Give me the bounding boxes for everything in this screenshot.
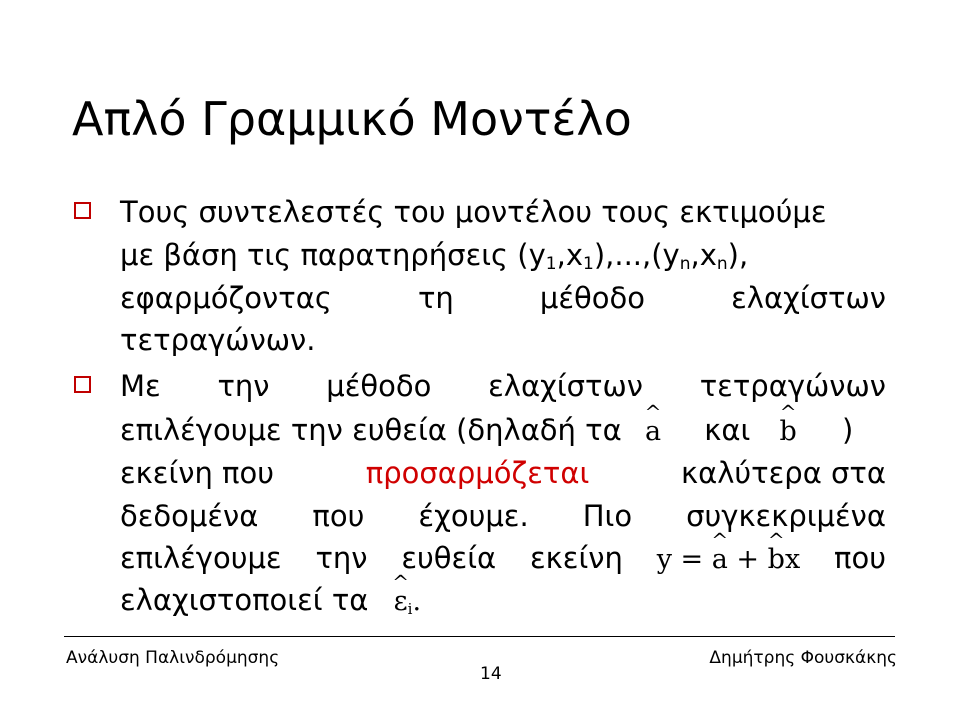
eq-b-hat: ^ b xyxy=(768,540,785,580)
text: εκείνη που xyxy=(120,456,275,490)
eq-part: x xyxy=(784,544,801,575)
word: συγκεκριμένα xyxy=(686,499,886,533)
word: ευθεία xyxy=(401,541,497,575)
text: επιλέγουμε την ευθεία (δηλαδή τα xyxy=(120,413,622,447)
subscript: i xyxy=(407,600,413,618)
bullet2-line5 xyxy=(120,538,886,578)
word: μέθοδο xyxy=(326,369,432,403)
slide-title: Απλό Γραμμικό Μοντέλο xyxy=(72,92,632,146)
page-number: 14 xyxy=(480,664,502,684)
bullet-checkbox-icon xyxy=(74,376,91,393)
eq-part: + xyxy=(727,544,768,575)
subscript: n xyxy=(679,254,691,274)
eq-part: y = xyxy=(656,544,712,575)
word: εκείνη xyxy=(530,541,623,575)
word: Με xyxy=(120,369,161,403)
bullet2-line1 xyxy=(120,366,886,406)
text: καλύτερα στα xyxy=(681,456,886,490)
text: ),...,(y xyxy=(593,238,680,272)
text: ελαχιστοποιεί τα xyxy=(120,583,369,617)
bullet1-line3 xyxy=(120,278,886,318)
b-hat-symbol: ^ b xyxy=(780,412,797,452)
footer-author: Δημήτρης Φουσκάκης xyxy=(709,648,897,668)
word: έχουμε. xyxy=(418,499,529,533)
eq-a-hat: ^ a xyxy=(712,540,728,580)
bullet2-line6 xyxy=(120,580,886,620)
a-hat-symbol: ^ a xyxy=(645,412,661,452)
word: επιλέγουμε xyxy=(120,541,282,575)
bullet2-line2 xyxy=(120,410,886,450)
highlighted-word: προσαρμόζεται xyxy=(365,456,590,490)
word: δεδομένα xyxy=(120,499,259,533)
eps-hat: ^ ε xyxy=(394,582,408,622)
footer-divider xyxy=(64,636,895,637)
bullet2-line3 xyxy=(120,453,886,493)
text: ,x xyxy=(556,238,583,272)
bullet-checkbox-icon xyxy=(74,202,91,219)
word: που xyxy=(312,499,365,533)
epsilon-hat-symbol xyxy=(394,582,421,622)
text: ,x xyxy=(690,238,717,272)
word: τη xyxy=(417,281,454,315)
text: και xyxy=(704,413,751,447)
subscript: 1 xyxy=(545,254,557,274)
text: ), xyxy=(727,238,749,272)
word: την xyxy=(217,369,270,403)
subscript: n xyxy=(716,254,728,274)
bullet1-line4: τετραγώνων. xyxy=(120,323,316,357)
word: εφαρμόζοντας xyxy=(120,281,332,315)
bullet1-line1: Τους συντελεστές του μοντέλου τους εκτιμούμε xyxy=(120,195,827,229)
bullet1-line2-prefix: με βάση τις παρατηρήσεις (y xyxy=(120,238,546,272)
word: ελαχίστων xyxy=(731,281,886,315)
word: την xyxy=(315,541,368,575)
word: που xyxy=(834,541,886,575)
regression-equation xyxy=(657,540,800,580)
footer-course-title: Ανάλυση Παλινδρόμησης xyxy=(66,648,280,668)
word: τετραγώνων xyxy=(699,369,886,403)
subscript: 1 xyxy=(583,254,594,274)
eq-part: . xyxy=(412,586,422,617)
text: ) xyxy=(842,413,854,447)
bullet1-line2 xyxy=(120,235,886,275)
word: ελαχίστων xyxy=(488,369,643,403)
word: Πιο xyxy=(582,499,633,533)
word: μέθοδο xyxy=(539,281,646,315)
